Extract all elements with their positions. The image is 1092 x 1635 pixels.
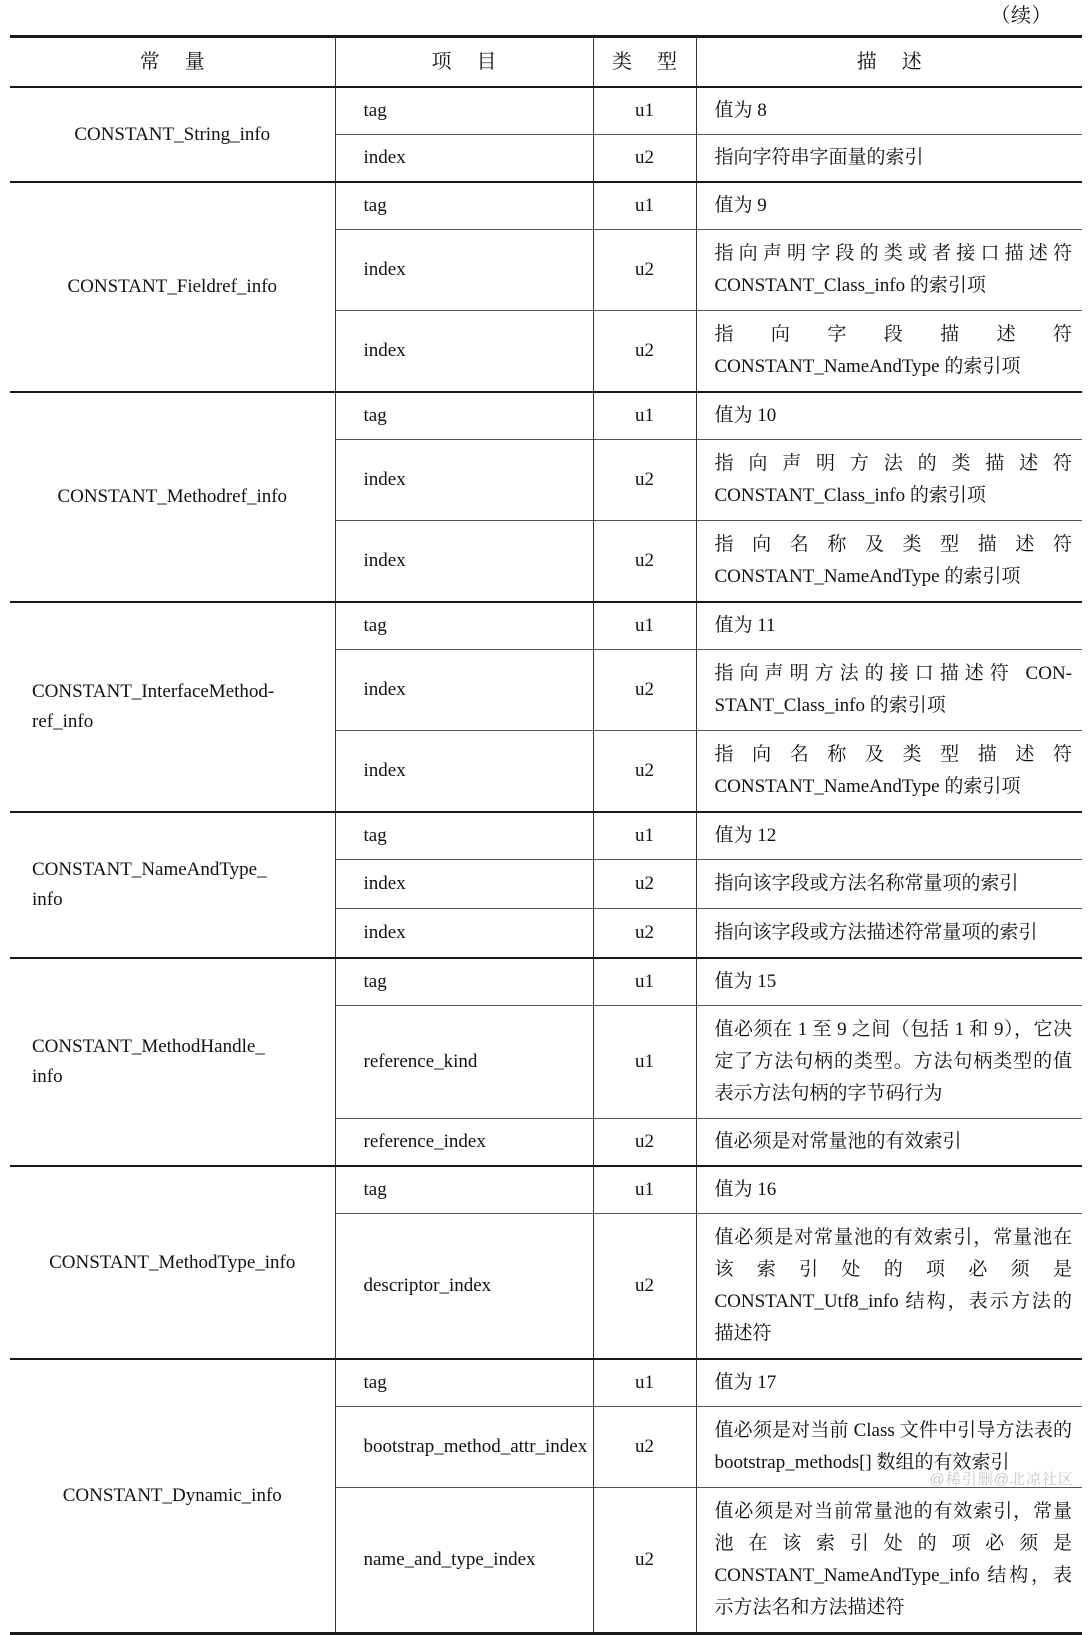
item-cell: tag [335,812,593,860]
item-cell: index [335,230,593,311]
description-cell: 指向字段描述符 CONSTANT_NameAndType 的索引项 [696,311,1082,393]
description-cell: 值为 11 [696,602,1082,650]
item-cell: tag [335,958,593,1006]
description-cell: 指向声明方法的类描述符 CONSTANT_Class_info 的索引项 [696,440,1082,521]
table-row [10,182,1082,230]
constant-name-line: CONSTANT_Fieldref_info [67,276,278,297]
item-cell: descriptor_index [335,1214,593,1360]
item-cell: name_and_type_index [335,1488,593,1634]
watermark: @稀引删@北凉社区 [929,1471,1074,1488]
description-cell: 值必须是对常量池的有效索引，常量池在该索引处的项必须是 CONSTANT_Utf8_info 结构，表示方法的描述符 [696,1214,1082,1360]
constant-name-line: CONSTANT_InterfaceMethod- [32,681,275,702]
type-cell: u1 [593,812,696,860]
item-cell: index [335,135,593,183]
column-header-constant: 常 量 [10,37,335,88]
type-cell: u2 [593,1214,696,1360]
column-header-item: 项 目 [335,37,593,88]
description-cell: 指向名称及类型描述符 CONSTANT_NameAndType 的索引项 [696,731,1082,813]
constant-name-cell [10,1359,335,1634]
table-row [10,1166,1082,1214]
constant-name-line: CONSTANT_MethodHandle_ [32,1036,265,1057]
item-cell: bootstrap_method_attr_index [335,1407,593,1488]
type-cell: u1 [593,1006,696,1119]
table-row [10,958,1082,1006]
table-row [10,87,1082,135]
description-cell: 指向名称及类型描述符 CONSTANT_NameAndType 的索引项 [696,521,1082,603]
type-cell: u2 [593,521,696,603]
item-cell: index [335,860,593,909]
item-cell: reference_index [335,1119,593,1167]
item-cell: tag [335,602,593,650]
constant-name-line: CONSTANT_Methodref_info [57,486,288,507]
table-row [10,392,1082,440]
type-cell: u1 [593,182,696,230]
constant-name-cell [10,958,335,1166]
constant-name-line: CONSTANT_String_info [74,123,271,145]
item-cell: tag [335,1166,593,1214]
type-cell: u1 [593,1359,696,1407]
description-cell: 值为 9 [696,182,1082,230]
column-header-desc: 描 述 [696,37,1082,88]
table-row [10,812,1082,860]
table-row [10,1359,1082,1407]
constant-name-cell [10,87,335,182]
type-cell: u2 [593,135,696,183]
description-cell: 值为 12 [696,812,1082,860]
item-cell: index [335,731,593,813]
constant-name-cell [10,182,335,392]
constant-name-line: info [32,889,63,910]
description-cell: 指向声明字段的类或者接口描述符 CONSTANT_Class_info 的索引项 [696,230,1082,311]
type-cell: u2 [593,731,696,813]
constant-name-line: ref_info [32,711,94,732]
description-cell: 值为 16 [696,1166,1082,1214]
type-cell: u2 [593,1119,696,1167]
constant-name-cell [10,392,335,602]
type-cell: u2 [593,1488,696,1634]
column-header-type: 类 型 [593,37,696,88]
description-cell: 值必须是对当前 Class 文件中引导方法表的 bootstrap_methods[] 数组的有效索引 [696,1407,1082,1488]
item-cell: tag [335,1359,593,1407]
item-cell: tag [335,392,593,440]
description-cell: 指向字符串字面量的索引 [696,135,1082,183]
item-cell: index [335,909,593,959]
type-cell: u2 [593,311,696,393]
constant-name-line: CONSTANT_Dynamic_info [62,1485,282,1506]
description-cell: 指向该字段或方法描述符常量项的索引 [696,909,1082,959]
constant-name-line: info [32,1066,63,1087]
item-cell: index [335,311,593,393]
continued-label: （续） [990,5,1052,27]
constant-name-line: CONSTANT_NameAndType_ [32,859,267,880]
constant-pool-table [10,35,1082,1635]
description-cell: 值必须是对常量池的有效索引 [696,1119,1082,1167]
constant-name-cell [10,602,335,812]
constant-name-line: CONSTANT_MethodType_info [49,1251,296,1273]
type-cell: u2 [593,860,696,909]
description-cell: 值必须是对当前常量池的有效索引，常量池在该索引处的项必须是 CONSTANT_NameAndType_info 结构，表示方法名和方法描述符 [696,1488,1082,1634]
table-row [10,602,1082,650]
description-cell: 值为 8 [696,87,1082,135]
type-cell: u1 [593,602,696,650]
type-cell: u2 [593,1407,696,1488]
type-cell: u2 [593,230,696,311]
description-cell: 值为 17 [696,1359,1082,1407]
type-cell: u2 [593,909,696,959]
type-cell: u1 [593,87,696,135]
item-cell: tag [335,87,593,135]
table-header-row [10,37,1082,88]
table-body [10,87,1082,1634]
description-cell: 值为 10 [696,392,1082,440]
item-cell: index [335,650,593,731]
constant-name-cell [10,812,335,958]
constant-name-cell [10,1166,335,1359]
item-cell: tag [335,182,593,230]
description-cell: 值必须在 1 至 9 之间（包括 1 和 9），它决定了方法句柄的类型。方法句柄类型的值表示方法句柄的字节码行为 [696,1006,1082,1119]
type-cell: u1 [593,392,696,440]
type-cell: u2 [593,440,696,521]
description-cell: 指向声明方法的接口描述符 CON-STANT_Class_info 的索引项 [696,650,1082,731]
type-cell: u2 [593,650,696,731]
type-cell: u1 [593,1166,696,1214]
item-cell: index [335,521,593,603]
description-cell: 指向该字段或方法名称常量项的索引 [696,860,1082,909]
item-cell: index [335,440,593,521]
item-cell: reference_kind [335,1006,593,1119]
description-cell: 值为 15 [696,958,1082,1006]
type-cell: u1 [593,958,696,1006]
